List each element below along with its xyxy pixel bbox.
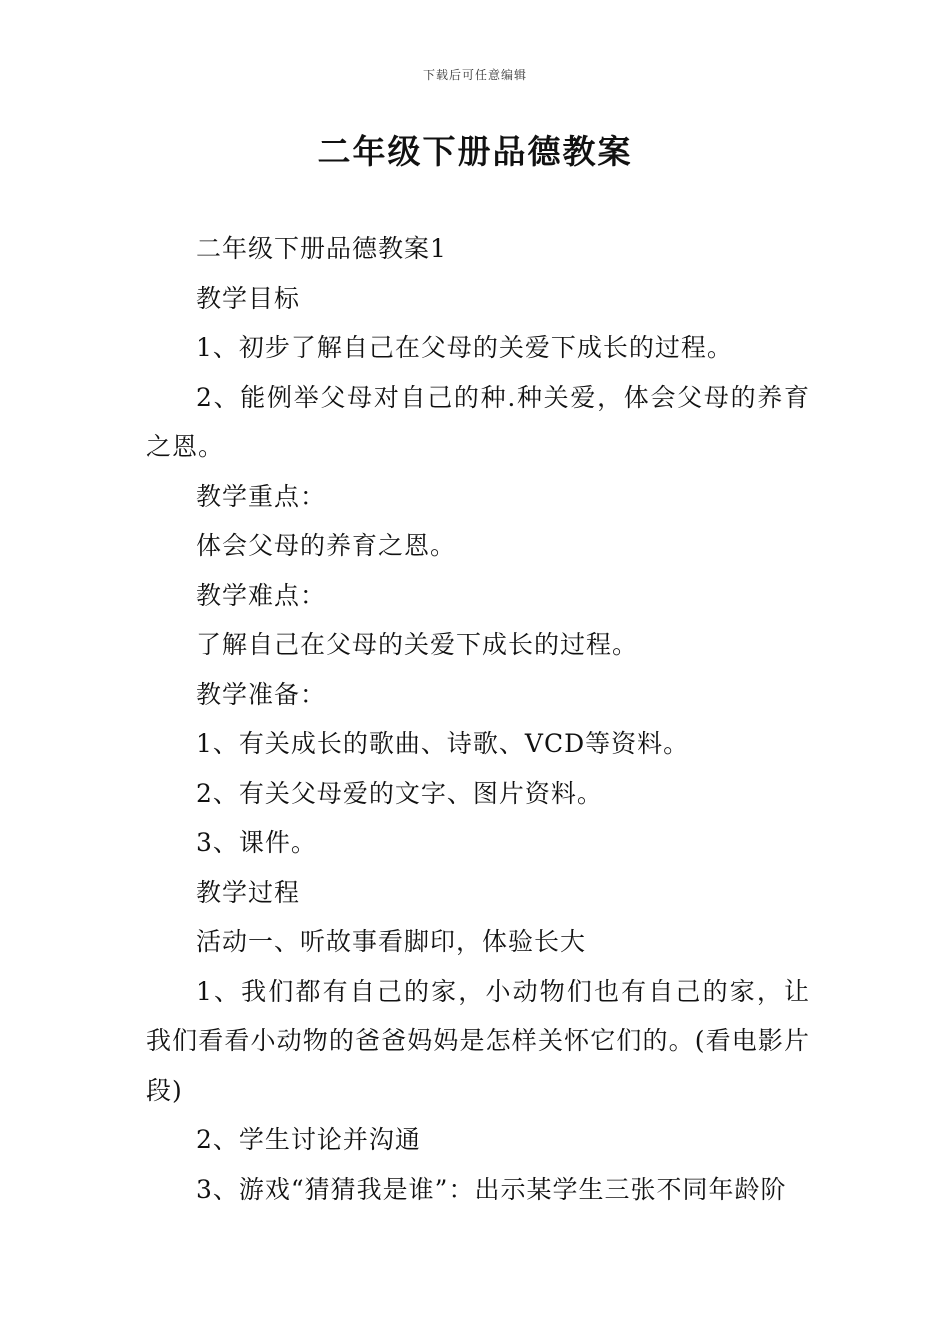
paragraph: 了解自己在父母的关爱下成长的过程。	[196, 630, 639, 659]
document-body	[146, 224, 810, 1214]
paragraph: 教学重点：	[196, 481, 327, 511]
document-title: 二年级下册品德教案	[317, 132, 633, 171]
paragraph: 1、我们都有自己的家，小动物们也有自己的家，让我们看看小动物的爸爸妈妈是怎样关怀它们的。(看电影片段)	[146, 976, 810, 1105]
header-note: 下载后可任意编辑	[422, 68, 527, 82]
paragraph: 教学过程	[196, 877, 301, 907]
paragraph: 体会父母的养育之恩。	[196, 531, 457, 560]
paragraph: 教学准备：	[196, 679, 327, 709]
paragraph: 教学目标	[196, 283, 301, 313]
paragraph: 二年级下册品德教案1	[196, 234, 447, 263]
paragraph: 2、能例举父母对自己的种.种关爱，体会父母的养育之恩。	[146, 382, 810, 461]
paragraph: 2、有关父母爱的文字、图片资料。	[196, 778, 603, 808]
paragraph: 1、初步了解自己在父母的关爱下成长的过程。	[196, 333, 733, 362]
paragraph: 3、游戏“猜猜我是谁”：出示某学生三张不同年龄阶	[196, 1174, 787, 1204]
paragraph: 教学难点：	[196, 580, 327, 610]
paragraph: 2、学生讨论并沟通	[196, 1125, 421, 1154]
paragraph: 3、课件。	[196, 828, 317, 857]
paragraph: 1、有关成长的歌曲、诗歌、VCD等资料。	[196, 729, 690, 758]
paragraph: 活动一、听故事看脚印，体验长大	[196, 927, 587, 956]
